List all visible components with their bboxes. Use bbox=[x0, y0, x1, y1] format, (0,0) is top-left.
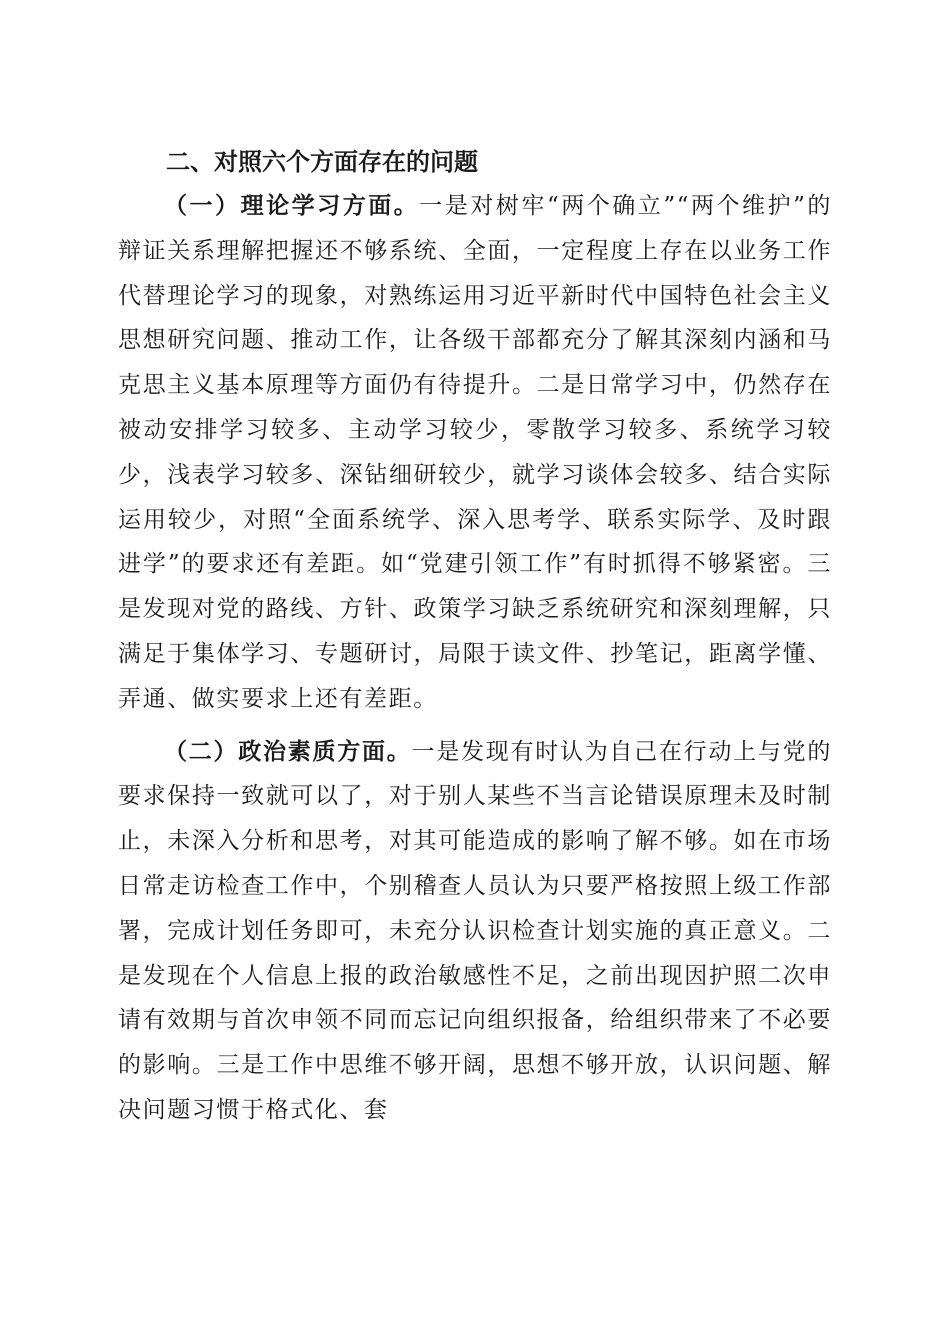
paragraph-political-quality bbox=[118, 730, 832, 1133]
paragraph-label: （一）理论学习方面。 bbox=[164, 193, 420, 219]
paragraph-theory-study bbox=[118, 184, 832, 722]
paragraph-label: （二）政治素质方面。 bbox=[164, 738, 412, 765]
document-page bbox=[118, 140, 832, 1133]
paragraph-text: 一是发现有时认为自己在行动上与党的要求保持一致就可以了，对于别人某些不当言论错误原理未及时制止，未深入分析和思考，对其可能造成的影响了解不够。如在市场日常走访检查工作中，个别稽查人员认为只要严格按照上级工作部署，完成计划任务即可，未充分认识检查计划实施的真正意义。二是发现在个人信息上报的政治敏感性不足，之前出现因护照二次申请有效期与首次申领不同而忘记向组织报备，给组织带来了不必要的影响。三是工作中思维不够开阔，思想不够开放，认识问题、解决问题习惯于格式化、套 bbox=[118, 738, 833, 1123]
paragraph-text: 一是对树牢“两个确立”“两个维护”的辩证关系理解把握还不够系统、全面，一定程度上存在以业务工作代替理论学习的现象，对熟练运用习近平新时代中国特色社会主义思想研究问题、推动工作，让各级干部都充分了解其深刻内涵和马克思主义基本原理等方面仍有待提升。二是日常学习中，仍然存在被动安排学习较多、主动学习较少，零散学习较多、系统学习较少，浅表学习较多、深钻细研较少，就学习谈体会较多、结合实际运用较少，对照“全面系统学、深入思考学、联系实际学、及时跟进学”的要求还有差距。如“党建引领工作”有时抓得不够紧密。三是发现对党的路线、方针、政策学习缺乏系统研究和深刻理解，只满足于集体学习、专题研讨，局限于读文件、抄笔记，距离学懂、弄通、做实要求上还有差距。 bbox=[118, 193, 832, 712]
section-heading: 二、对照六个方面存在的问题 bbox=[166, 148, 478, 176]
